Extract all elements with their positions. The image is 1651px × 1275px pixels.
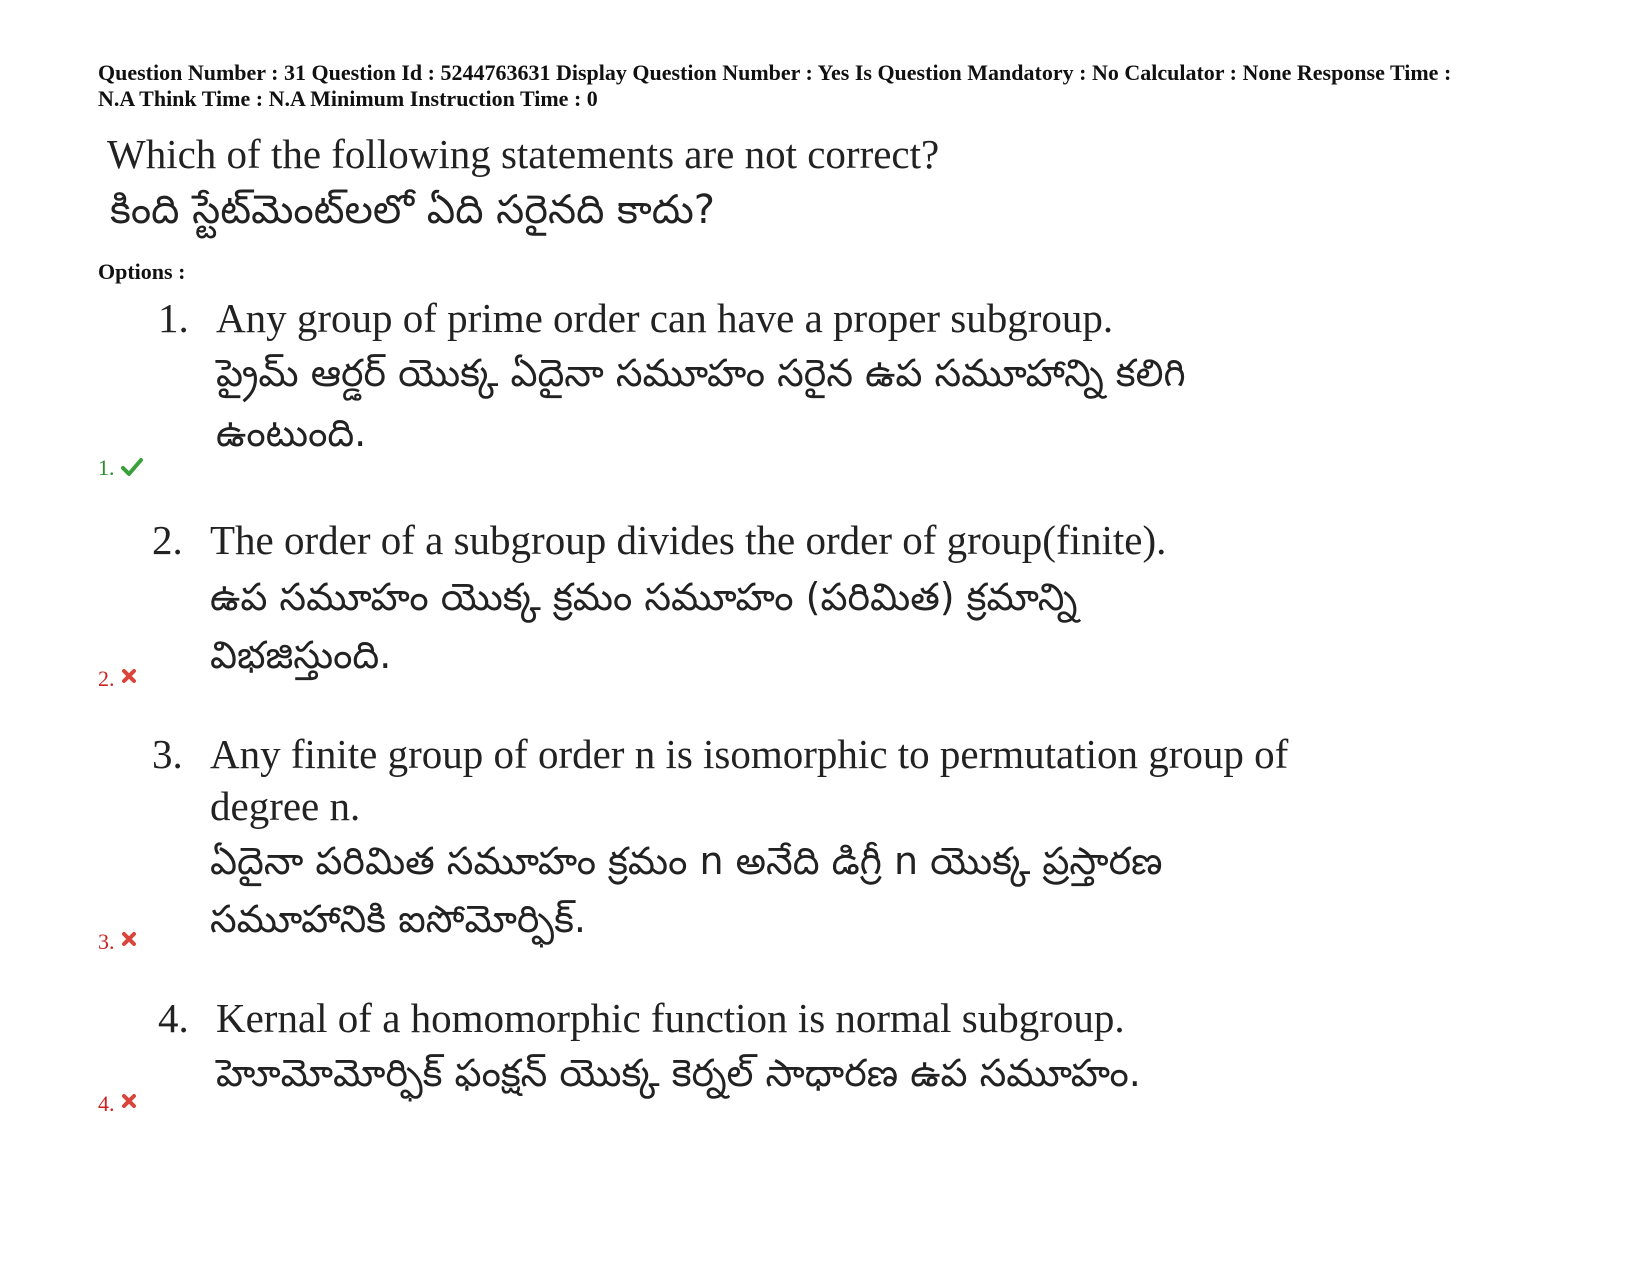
question-text-telugu: కింది స్టేట్‌మెంట్‌లలో ఏది సరైనది కాదు? xyxy=(110,187,716,233)
option-number: 4. xyxy=(158,995,189,1041)
option-1 xyxy=(0,290,1651,490)
option-text-english: Any group of prime order can have a proper subgroup. xyxy=(216,295,1114,341)
option-text-telugu-continued: ఉంటుంది. xyxy=(216,411,367,455)
option-text-telugu: ఏదైనా పరిమిత సమూహం క్రమం n అనేది డిగ్రీ n యొక్క ప్రస్తారణ xyxy=(210,839,1163,883)
option-text-english: Kernal of a homomorphic function is normal subgroup. xyxy=(216,995,1125,1041)
option-number: 3. xyxy=(152,731,183,777)
option-4 xyxy=(0,990,1651,1110)
option-number: 1. xyxy=(158,295,189,341)
metadata-line-1: Question Number : 31 Question Id : 5244763631 Display Question Number : Yes Is Question Mandatory : No Calculator : None Response Time : xyxy=(98,60,1452,85)
question-text-english: Which of the following statements are not correct? xyxy=(107,131,940,177)
option-number: 2. xyxy=(152,517,183,563)
marker-label: 3. xyxy=(98,929,115,954)
option-text-telugu: ఉప సమూహం యొక్క క్రమం సమూహం (పరిమిత) క్రమాన్ని xyxy=(210,575,1078,619)
option-text-english-continued: degree n. xyxy=(210,783,361,829)
marker-label: 1. xyxy=(98,455,115,480)
cross-icon xyxy=(121,1093,137,1109)
option-text-telugu-continued: విభజిస్తుంది. xyxy=(210,633,392,677)
option-3 xyxy=(0,726,1651,956)
option-text-english: Any finite group of order n is isomorphic to permutation group of xyxy=(210,731,1289,777)
option-4-marker xyxy=(98,1092,137,1116)
option-text-telugu-continued: సమూహానికి ఐసోమోర్ఫిక్. xyxy=(210,897,587,941)
option-1-marker xyxy=(98,456,143,480)
marker-label: 4. xyxy=(98,1091,115,1116)
option-text-telugu: ప్రైమ్ ఆర్డర్ యొక్క ఏదైనా సమూహం సరైన ఉప సమూహాన్ని కలిగి xyxy=(216,351,1186,395)
cross-icon xyxy=(121,668,137,684)
option-text-english: The order of a subgroup divides the order of group(finite). xyxy=(210,517,1167,563)
options-label: Options : xyxy=(98,259,186,284)
option-text-telugu: హెూమోమోర్ఫిక్ ఫంక్షన్ యొక్క కెర్నల్ సాధారణ ఉప సమూహం. xyxy=(216,1051,1141,1095)
cross-icon xyxy=(121,931,137,947)
option-3-marker xyxy=(98,930,137,954)
marker-label: 2. xyxy=(98,666,115,691)
check-icon xyxy=(121,457,143,477)
metadata-line-2: N.A Think Time : N.A Minimum Instruction Time : 0 xyxy=(98,86,598,111)
option-2 xyxy=(0,512,1651,692)
option-2-marker xyxy=(98,667,137,691)
question-metadata xyxy=(98,60,1598,112)
